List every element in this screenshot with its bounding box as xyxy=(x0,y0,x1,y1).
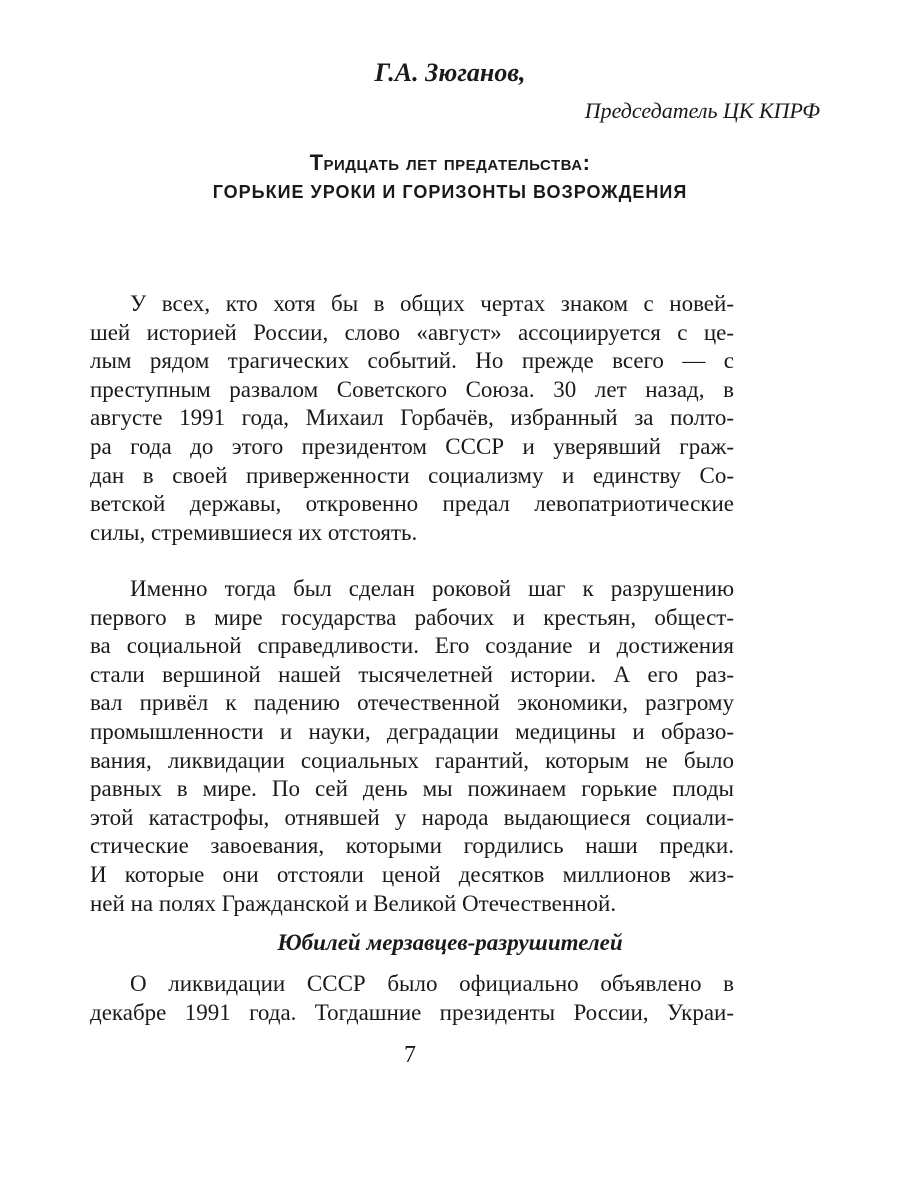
text-line: этой катастрофы, отнявшей у народа выдающиеся социали- xyxy=(90,804,734,830)
text-line: вал привёл к падению отечественной экономики, разгрому xyxy=(90,690,734,716)
author-position: Председатель ЦК КПРФ xyxy=(584,98,820,123)
text-line: преступным развалом Советского Союза. 30 лет назад, в xyxy=(90,376,734,402)
text-line: стали вершиной нашей тысячелетней истории. А его раз- xyxy=(90,661,734,687)
text-line: У всех, кто хотя бы в общих чертах знаком с новей- xyxy=(130,291,734,316)
text-line: лым рядом трагических событий. Но прежде всего — с xyxy=(90,348,734,374)
text-line: вания, ликвидации социальных гарантий, которым не было xyxy=(90,747,734,773)
text-line: равных в мире. По сей день мы пожинаем горькие плоды xyxy=(90,776,734,802)
paragraph-2 xyxy=(90,575,734,918)
text-line: Именно тогда был сделан роковой шаг к разрушению xyxy=(130,576,734,601)
section-heading: Юбилей мерзавцев-разрушителей xyxy=(277,930,623,955)
text-line: первого в мире государства рабочих и крестьян, общест- xyxy=(90,604,734,630)
text-line: декабре 1991 года. Тогдашние президенты России, Украи- xyxy=(90,999,734,1025)
paragraph-1 xyxy=(90,290,734,547)
text-line: промышленности и науки, деградации медицины и образо- xyxy=(90,718,734,744)
text-line: ветской державы, откровенно предал левопатриотические xyxy=(90,491,734,517)
article-title-text: Тридцать лет предательства: xyxy=(309,150,591,175)
article-subtitle: ГОРЬКИЕ УРОКИ И ГОРИЗОНТЫ ВОЗРОЖДЕНИЯ xyxy=(212,182,688,202)
text-line: ва социальной справедливости. Его создание и достижения xyxy=(90,633,734,659)
text-line: И которые они отстояли ценой десятков миллионов жиз- xyxy=(90,861,734,887)
text-line: августе 1991 года, Михаил Горбачёв, избранный за полто- xyxy=(90,405,734,431)
text-line: дан в своей приверженности социализму и единству Со- xyxy=(90,462,734,488)
page-number: 7 xyxy=(404,1042,416,1068)
text-line: О ликвидации СССР было официально объявлено в xyxy=(130,971,734,996)
text-line: ней на полях Гражданской и Великой Отечественной. xyxy=(90,890,617,916)
text-line: стические завоевания, которыми гордились наши предки. xyxy=(90,833,734,859)
paragraph-3 xyxy=(90,970,734,1027)
article-title xyxy=(0,148,900,178)
author-name: Г.А. Зюганов, xyxy=(374,58,526,87)
text-line: шей историей России, слово «август» ассоциируется с це- xyxy=(90,319,734,345)
text-line: ра года до этого президентом СССР и уверявший граж- xyxy=(90,433,734,459)
text-line: силы, стремившиеся их отстоять. xyxy=(90,519,418,545)
